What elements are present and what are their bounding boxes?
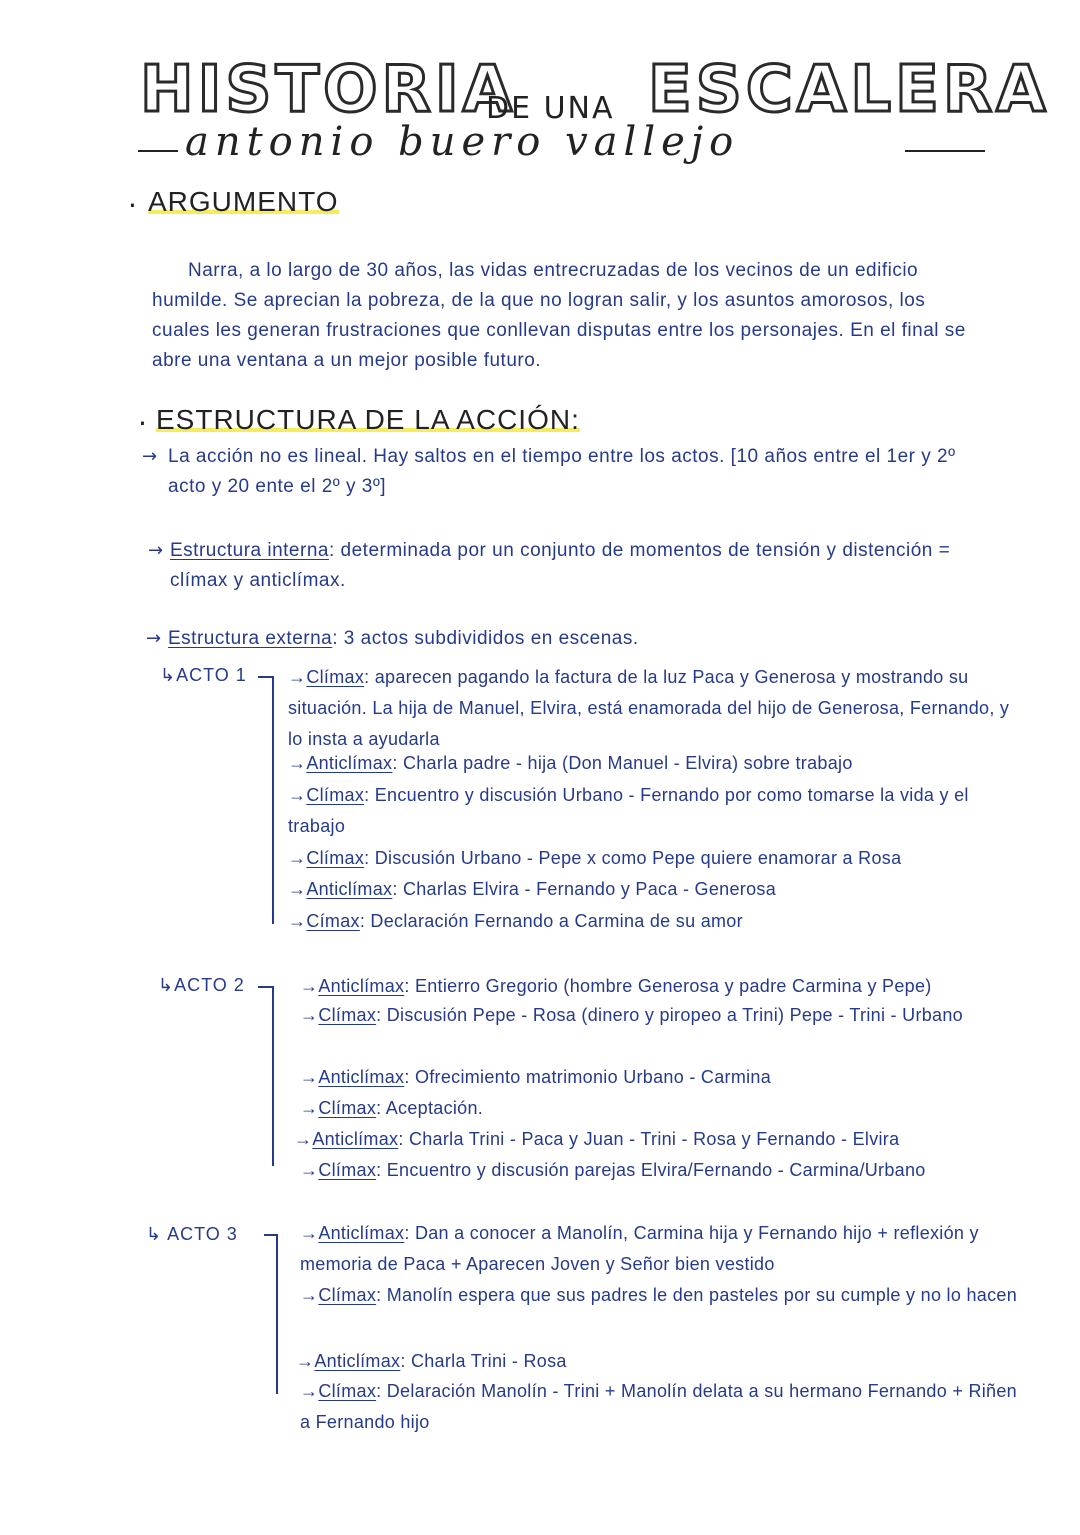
- bullet-dot: ·: [128, 189, 137, 222]
- item-text: : Dan a conocer a Manolín, Carmina hija y Fernando hijo + reflexión y memoria de Paca + Aparecen Joven y Señor bien vestido: [300, 1223, 979, 1274]
- point-3-text: : 3 actos subdivididos en escenas.: [332, 628, 639, 649]
- item-text: : Entierro Gregorio (hombre Generosa y padre Carmina y Pepe): [404, 976, 932, 996]
- heading-estructura: [156, 406, 580, 434]
- item-text: : aparecen pagando la factura de la luz Paca y Generosa y mostrando su situación. La hija de Manuel, Elvira, está enamorada del hijo de Generosa, Fernando, y lo insta a ayudarla: [288, 667, 1010, 749]
- act-3-item: →Anticlímax: Charla Trini - Rosa: [296, 1351, 567, 1371]
- item-text: : Charla Trini - Rosa: [400, 1351, 567, 1371]
- act-2-item: →Clímax: Discusión Pepe - Rosa (dinero y piropeo a Trini) Pepe - Trini - Urbano: [300, 1005, 963, 1025]
- item-text: : Charla padre - hija (Don Manuel - Elvira) sobre trabajo: [392, 753, 853, 773]
- item-key: Clímax: [306, 848, 365, 868]
- title-de-una: DE UNA: [486, 91, 615, 126]
- item-key: Anticlímax: [314, 1351, 401, 1371]
- item-key: Anticlímax: [306, 753, 393, 773]
- heading-estructura-text: ESTRUCTURA DE LA ACCIÓN: [156, 404, 572, 435]
- act-2-item: →Clímax: Encuentro y discusión parejas Elvira/Fernando - Carmina/Urbano: [300, 1160, 926, 1180]
- item-text: : Encuentro y discusión parejas Elvira/Fernando - Carmina/Urbano: [376, 1160, 926, 1180]
- point-2-text: : determinada por un conjunto de momentos de tensión y distención = clímax y anticlímax.: [170, 540, 951, 591]
- act-3-bracket-top: [264, 1234, 278, 1236]
- act-1-label-text: ACTO 1: [176, 665, 247, 685]
- keyword-estructura-interna: Estructura interna: [170, 540, 329, 561]
- act-1-bracket: [272, 676, 274, 924]
- keyword-estructura-externa: Estructura externa: [168, 628, 333, 649]
- title-escalera: ESCALERA: [648, 53, 1050, 127]
- item-text: : Delaración Manolín - Trini + Manolín delata a su hermano Fernando + Riñen a Fernando hijo: [300, 1381, 1017, 1432]
- arrow-icon: →: [142, 446, 158, 467]
- act-3-item: →Clímax: Manolín espera que sus padres le den pasteles por su cumple y no lo hacen: [300, 1285, 1018, 1305]
- item-text: : Declaración Fernando a Carmina de su amor: [359, 911, 743, 931]
- item-text: : Aceptación.: [376, 1098, 484, 1118]
- author-underline-right: [905, 150, 985, 152]
- item-key: Clímax: [306, 785, 365, 805]
- act-1-item: →Anticlímax: Charla padre - hija (Don Manuel - Elvira) sobre trabajo: [288, 753, 853, 773]
- bullet-dot: ·: [138, 407, 147, 440]
- item-key: Címax: [306, 911, 360, 931]
- item-key: Anticlímax: [312, 1129, 399, 1149]
- act-2-item: →Anticlímax: Entierro Gregorio (hombre Generosa y padre Carmina y Pepe): [300, 976, 932, 996]
- act-3-label: ↳ ACTO 3: [146, 1224, 238, 1244]
- item-text: : Discusión Urbano - Pepe x como Pepe quiere enamorar a Rosa: [364, 848, 902, 868]
- act-1-label: ↳ACTO 1: [160, 665, 247, 685]
- item-text: : Ofrecimiento matrimonio Urbano - Carmina: [404, 1067, 772, 1087]
- item-key: Clímax: [318, 1160, 377, 1180]
- act-1-item: →Clímax: Discusión Urbano - Pepe x como Pepe quiere enamorar a Rosa: [288, 848, 902, 868]
- act-1-item: →Clímax: Encuentro y discusión Urbano - Fernando por como tomarse la vida y el trabajo: [288, 785, 969, 836]
- author-name: antonio buero vallejo: [185, 119, 740, 165]
- act-2-item: →Anticlímax: Ofrecimiento matrimonio Urbano - Carmina: [300, 1067, 772, 1087]
- item-key: Anticlímax: [318, 1223, 405, 1243]
- item-key: Anticlímax: [318, 1067, 405, 1087]
- act-2-item: →Clímax: Aceptación.: [300, 1098, 484, 1118]
- item-text: : Charla Trini - Paca y Juan - Trini - Rosa y Fernando - Elvira: [398, 1129, 900, 1149]
- item-text: : Manolín espera que sus padres le den pasteles por su cumple y no lo hacen: [376, 1285, 1018, 1305]
- act-2-bracket: [272, 986, 274, 1166]
- item-key: Clímax: [318, 1098, 377, 1118]
- arrow-icon: →: [146, 628, 162, 649]
- item-key: Anticlímax: [306, 879, 393, 899]
- item-key: Clímax: [318, 1381, 377, 1401]
- act-3-item: →Clímax: Delaración Manolín - Trini + Manolín delata a su hermano Fernando + Riñen a Fernando hijo: [300, 1381, 1017, 1432]
- item-text: : Discusión Pepe - Rosa (dinero y piropeo a Trini) Pepe - Trini - Urbano: [376, 1005, 963, 1025]
- act-1-item: →Clímax: aparecen pagando la factura de la luz Paca y Generosa y mostrando su situación. La hija de Manuel, Elvira, está enamorada del hijo de Generosa, Fernando, y lo insta a ayudarla: [288, 667, 1010, 749]
- act-2-label-text: ACTO 2: [174, 975, 245, 995]
- act-3-bracket: [276, 1234, 278, 1394]
- act-3-label-text: ACTO 3: [167, 1224, 238, 1244]
- item-text: : Charlas Elvira - Fernando y Paca - Generosa: [392, 879, 777, 899]
- act-2-item: →Anticlímax: Charla Trini - Paca y Juan - Trini - Rosa y Fernando - Elvira: [294, 1129, 900, 1149]
- item-key: Clímax: [318, 1005, 377, 1025]
- estructura-point-1: La acción no es lineal. Hay saltos en el tiempo entre los actos. [10 años entre el 1er y 2º acto y 20 ente el 2º y 3º]: [168, 446, 956, 497]
- heading-colon: :: [571, 404, 580, 435]
- heading-argumento: ARGUMENTO: [148, 186, 339, 217]
- act-1-item: →Címax: Declaración Fernando a Carmina de su amor: [288, 911, 743, 931]
- act-3-item: →Anticlímax: Dan a conocer a Manolín, Carmina hija y Fernando hijo + reflexión y memoria de Paca + Aparecen Joven y Señor bien vestido: [300, 1223, 979, 1274]
- arrow-icon: →: [148, 540, 164, 561]
- item-key: Anticlímax: [318, 976, 405, 996]
- estructura-point-2: [170, 536, 980, 596]
- title-historia: HISTORIA: [140, 53, 517, 127]
- act-1-item: →Anticlímax: Charlas Elvira - Fernando y Paca - Generosa: [288, 879, 777, 899]
- item-key: Clímax: [318, 1285, 377, 1305]
- act-2-label: ↳ACTO 2: [158, 975, 245, 995]
- argumento-text: Narra, a lo largo de 30 años, las vidas entrecruzadas de los vecinos de un edificio humilde. Se aprecian la pobreza, de la que no logran salir, y los asuntos amorosos, los cuales les generan frustraciones que conllevan disputas entre los personajes. En el final se abre una ventana a un mejor posible futuro.: [152, 260, 966, 371]
- item-text: : Encuentro y discusión Urbano - Fernando por como tomarse la vida y el trabajo: [288, 785, 969, 836]
- act-2-bracket-top: [258, 986, 274, 988]
- act-1-bracket-top: [258, 676, 274, 678]
- item-key: Clímax: [306, 667, 365, 687]
- author-underline-left: [138, 150, 178, 152]
- estructura-point-3: [168, 624, 978, 654]
